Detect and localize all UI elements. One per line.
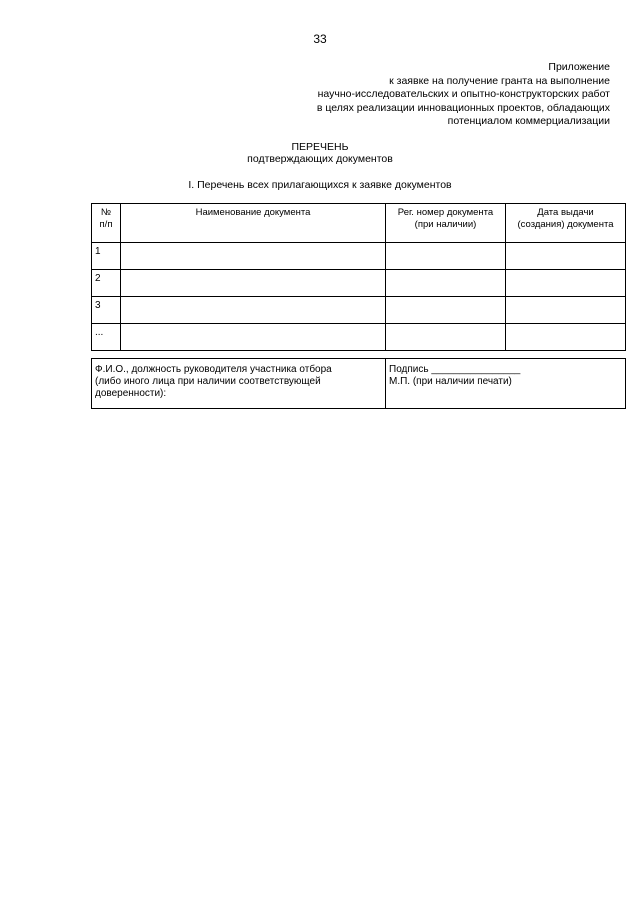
header-reg-number: Рег. номер документа (при наличии) — [386, 204, 506, 243]
document-title-line: ПЕРЕЧЕНЬ — [291, 141, 349, 153]
manager-info-cell: Ф.И.О., должность руководителя участника отбора (либо иного лица при наличии соответствующей доверенности): — [92, 359, 386, 409]
appendix-line: потенциалом коммерциализации — [447, 115, 610, 127]
appendix-line: научно-исследовательских и опытно-конструкторских работ — [317, 88, 610, 100]
document-title — [0, 141, 640, 165]
table-row — [92, 243, 626, 270]
row-number: 3 — [92, 297, 121, 324]
document-name-cell — [121, 270, 386, 297]
issue-date-cell — [506, 324, 626, 351]
reg-number-cell — [386, 270, 506, 297]
stamp-line: М.П. (при наличии печати) — [389, 376, 512, 387]
signature-table — [91, 358, 626, 409]
table-row — [92, 297, 626, 324]
header-number: № п/п — [92, 204, 121, 243]
reg-number-cell — [386, 297, 506, 324]
issue-date-cell — [506, 243, 626, 270]
row-number: 2 — [92, 270, 121, 297]
row-number: ... — [92, 324, 121, 351]
documents-table — [91, 203, 626, 351]
document-name-cell — [121, 297, 386, 324]
table-row — [92, 324, 626, 351]
row-number: 1 — [92, 243, 121, 270]
document-name-cell — [121, 324, 386, 351]
appendix-line: Приложение — [548, 61, 610, 73]
appendix-line: к заявке на получение гранта на выполнение — [389, 74, 610, 87]
signature-line: Подпись ________________ — [389, 364, 521, 375]
appendix-header — [250, 61, 610, 129]
appendix-line: в целях реализации инновационных проектов, обладающих — [316, 101, 610, 114]
reg-number-cell — [386, 324, 506, 351]
reg-number-cell — [386, 243, 506, 270]
table-header-row — [92, 204, 626, 243]
issue-date-cell — [506, 297, 626, 324]
signature-row — [92, 359, 626, 409]
document-name-cell — [121, 243, 386, 270]
issue-date-cell — [506, 270, 626, 297]
table-row — [92, 270, 626, 297]
section-title: I. Перечень всех прилагающихся к заявке документов — [188, 179, 452, 191]
header-issue-date: Дата выдачи (создания) документа — [506, 204, 626, 243]
signature-cell — [386, 359, 626, 409]
header-document-name: Наименование документа — [121, 204, 386, 243]
page-number: 33 — [313, 32, 327, 46]
document-subtitle-line: подтверждающих документов — [247, 153, 393, 165]
